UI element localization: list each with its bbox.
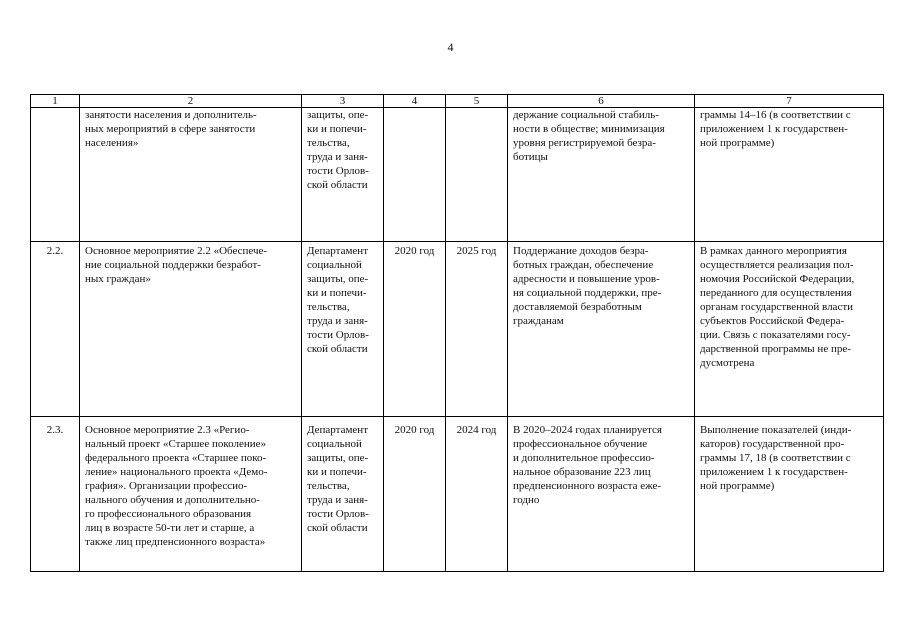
indicator-relation: граммы 14–16 (в соответствии с приложением 1 к государствен- ной программе) <box>695 108 884 242</box>
activity-name: Основное мероприятие 2.2 «Обеспече- ние социальной поддержки безработ- ных граждан» <box>80 242 302 417</box>
expected-result: В 2020–2024 годах планируется профессиональное обучение и дополнительное профессио- нальное образование 223 лиц предпенсионного возраста еже- годно <box>508 417 695 572</box>
activity-name: Основное мероприятие 2.3 «Регио- нальный проект «Старшее поколение» федерального проекта «Старшее поко- ление» национального проекта «Демо- графия». Организации профессио- нального обучения и дополнительно- го профессионального образования лиц в возрасте 50-ти лет и старше, а также лиц предпенсионного возраста» <box>80 417 302 572</box>
executor: Департамент социальной защиты, опе- ки и попечи- тельства, труда и заня- тости Орлов- ской области <box>302 242 384 417</box>
table-row <box>31 108 884 242</box>
column-header-5: 5 <box>446 95 508 108</box>
expected-result: держание социальной стабиль- ности в обществе; минимизация уровня регистрируемой безра- ботицы <box>508 108 695 242</box>
column-header-1: 1 <box>31 95 80 108</box>
executor: защиты, опе- ки и попечи- тельства, труда и заня- тости Орлов- ской области <box>302 108 384 242</box>
expected-result: Поддержание доходов безра- ботных граждан, обеспечение адресности и повышение уров- ня социальной поддержки, пре- доставляемой безработным гражданам <box>508 242 695 417</box>
end-year: 2025 год <box>446 242 508 417</box>
end-year <box>446 108 508 242</box>
end-year: 2024 год <box>446 417 508 572</box>
column-header-4: 4 <box>384 95 446 108</box>
program-table <box>30 94 884 572</box>
column-header-7: 7 <box>695 95 884 108</box>
row-number <box>31 108 80 242</box>
start-year <box>384 108 446 242</box>
page-number: 4 <box>447 40 454 54</box>
start-year: 2020 год <box>384 242 446 417</box>
indicator-relation: В рамках данного мероприятия осуществляется реализация пол- номочия Российской Федерации, переданного для осуществления органам государственной власти субъектов Российской Федера- ции. Связь с показателями госу- дарственной программы не пре- дусмотрена <box>695 242 884 417</box>
table-row <box>31 242 884 417</box>
column-header-2: 2 <box>80 95 302 108</box>
column-header-6: 6 <box>508 95 695 108</box>
row-number: 2.3. <box>31 417 80 572</box>
indicator-relation: Выполнение показателей (инди- каторов) государственной про- граммы 17, 18 (в соответствии с приложением 1 к государствен- ной программе) <box>695 417 884 572</box>
start-year: 2020 год <box>384 417 446 572</box>
table-row <box>31 417 884 572</box>
header-row <box>31 95 884 108</box>
column-header-3: 3 <box>302 95 384 108</box>
row-number: 2.2. <box>31 242 80 417</box>
executor: Департамент социальной защиты, опе- ки и попечи- тельства, труда и заня- тости Орлов- ской области <box>302 417 384 572</box>
activity-name: занятости населения и дополнитель- ных мероприятий в сфере занятости населения» <box>80 108 302 242</box>
